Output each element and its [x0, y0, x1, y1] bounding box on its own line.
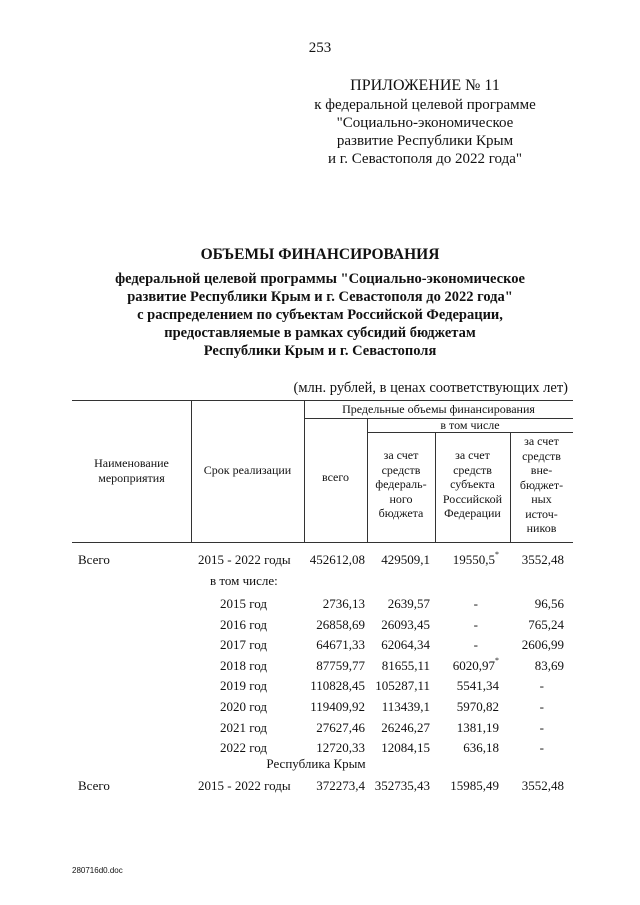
- row-federal: 429509,1: [381, 552, 430, 567]
- section-label: Республика Крым: [266, 756, 366, 771]
- header-including: в том числе: [440, 418, 500, 432]
- appendix-line: "Социально-экономическое: [336, 115, 514, 131]
- row-total: 27627,46: [316, 720, 365, 735]
- row-total: 64671,33: [316, 637, 365, 652]
- header-subject: за счет средств субъекта Российской Федерации: [442, 448, 503, 520]
- row-total: 12720,33: [316, 740, 365, 755]
- row-total: 110828,45: [310, 678, 365, 693]
- row-subject: 636,18: [463, 740, 499, 755]
- row-extra: 765,24: [528, 617, 564, 632]
- header-total: всего: [321, 470, 350, 484]
- row-subject: 6020,97*: [452, 656, 499, 673]
- row-extra: 83,69: [534, 658, 564, 673]
- row-period: 2017 год: [220, 637, 267, 652]
- row-subject: -: [473, 637, 478, 652]
- row-subject: 5541,34: [456, 678, 499, 693]
- subtitle-line: федеральной целевой программы "Социально-экономическое: [115, 271, 525, 287]
- subtitle-line: развитие Республики Крым и г. Севастополя до 2022 года": [127, 289, 513, 305]
- row-extra: 96,56: [534, 596, 564, 611]
- footnote-mark: *: [495, 550, 499, 559]
- row-federal: 26093,45: [381, 617, 430, 632]
- row-period: 2019 год: [220, 678, 267, 693]
- row-federal: 81655,11: [381, 658, 430, 673]
- row-federal: 26246,27: [381, 720, 430, 735]
- header-name: Наименование мероприятия: [94, 456, 169, 485]
- row-period: 2016 год: [220, 617, 267, 632]
- row-subject: 15985,49: [450, 778, 499, 793]
- appendix-title: ПРИЛОЖЕНИЕ № 11: [350, 77, 500, 94]
- row-federal: 352735,43: [374, 778, 430, 793]
- appendix-line: к федеральной целевой программе: [314, 97, 536, 113]
- subtitle-line: Республики Крым и г. Севастополя: [203, 343, 437, 359]
- header-federal: за счет средств федераль- ного бюджета: [375, 448, 427, 520]
- row-total: 452612,08: [309, 552, 365, 567]
- row-period: 2015 - 2022 годы: [198, 552, 291, 567]
- row-total: 87759,77: [316, 658, 365, 673]
- row-federal: 105287,11: [375, 678, 430, 693]
- document-id: 280716d0.doc: [72, 866, 123, 875]
- row-subject: 5970,82: [456, 699, 499, 714]
- subtitle-line: предоставляемые в рамках субсидий бюджетам: [164, 325, 476, 341]
- row-federal: 113439,1: [381, 699, 430, 714]
- row-federal: 62064,34: [381, 637, 430, 652]
- page-number: 253: [308, 40, 332, 56]
- row-total: 2736,13: [322, 596, 365, 611]
- row-subject: -: [473, 596, 478, 611]
- row-federal: 2639,57: [387, 596, 430, 611]
- appendix-line: и г. Севастополя до 2022 года": [328, 151, 522, 167]
- header-period: Срок реализации: [203, 463, 292, 477]
- row-period: 2015 - 2022 годы: [198, 778, 291, 793]
- appendix-line: развитие Республики Крым: [336, 133, 514, 149]
- row-extra: 3552,48: [521, 552, 564, 567]
- footnote-mark: *: [495, 656, 499, 665]
- header-limit: Предельные объемы финансирования: [342, 402, 535, 416]
- including-label: в том числе:: [210, 573, 278, 588]
- row-subject: -: [473, 617, 478, 632]
- row-name: Всего: [78, 778, 110, 793]
- row-extra: -: [539, 740, 544, 755]
- subtitle-line: с распределением по субъектам Российской Федерации,: [137, 307, 503, 323]
- row-period: 2018 год: [220, 658, 267, 673]
- row-total: 26858,69: [316, 617, 365, 632]
- row-federal: 12084,15: [381, 740, 430, 755]
- row-subject: 19550,5*: [452, 550, 499, 567]
- row-name: Всего: [78, 552, 110, 567]
- document-title: ОБЪЕМЫ ФИНАНСИРОВАНИЯ: [200, 246, 440, 263]
- units-note: (млн. рублей, в ценах соответствующих лет): [293, 380, 568, 396]
- row-subject: 1381,19: [456, 720, 499, 735]
- row-extra: -: [539, 699, 544, 714]
- row-period: 2022 год: [220, 740, 267, 755]
- row-period: 2020 год: [220, 699, 267, 714]
- row-period: 2015 год: [220, 596, 267, 611]
- row-extra: 3552,48: [521, 778, 564, 793]
- appendix-header: [300, 77, 550, 168]
- document-subtitle: [0, 270, 640, 360]
- row-total: 119409,92: [310, 699, 365, 714]
- row-extra: -: [539, 678, 544, 693]
- row-extra: -: [539, 720, 544, 735]
- header-extra: за счет средств вне- бюджет- ных источ- ников: [519, 434, 564, 535]
- table-top-border: [72, 400, 573, 401]
- row-total: 372273,4: [316, 778, 365, 793]
- row-extra: 2606,99: [521, 637, 564, 652]
- row-period: 2021 год: [220, 720, 267, 735]
- header-bottom-border: [72, 542, 573, 543]
